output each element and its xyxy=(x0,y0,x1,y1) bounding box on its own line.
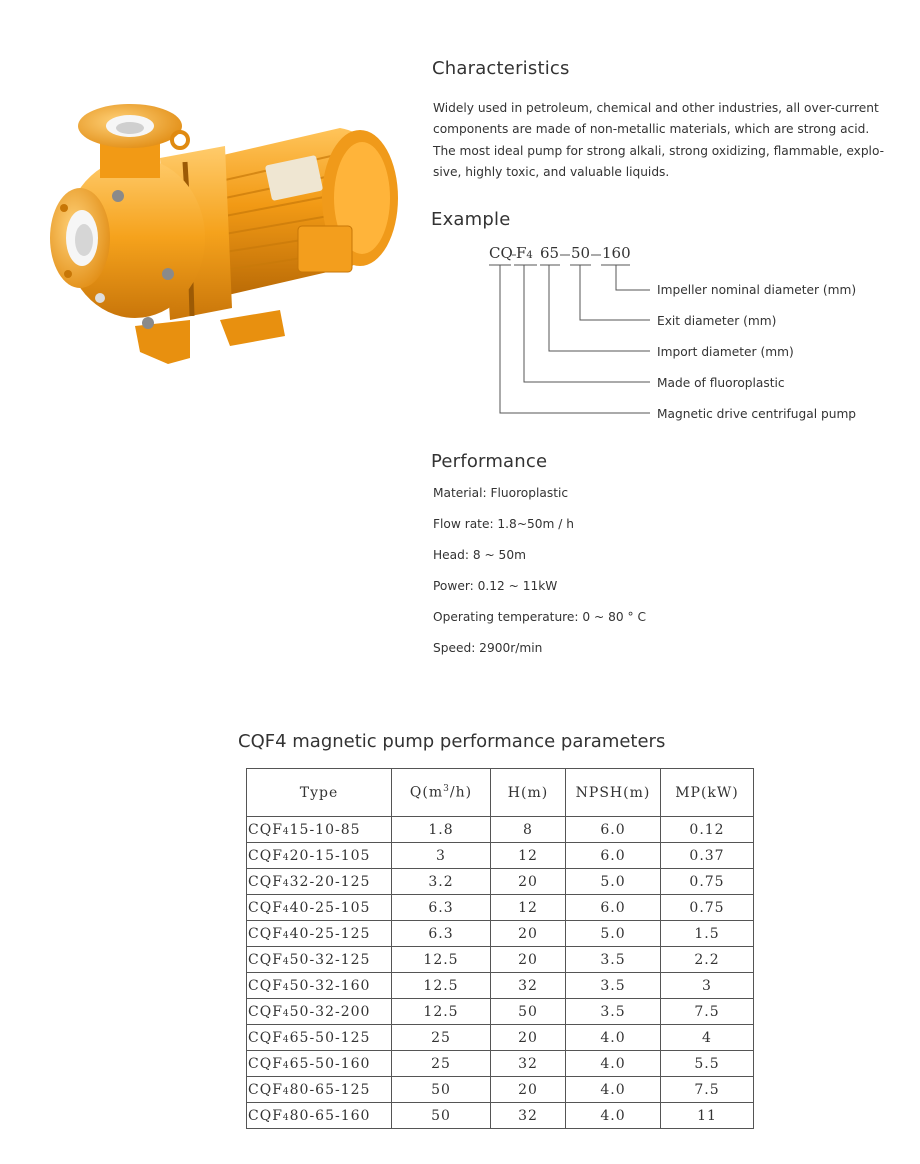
table-row xyxy=(247,1077,754,1103)
cell-type-model: 15-10-85 xyxy=(289,821,361,838)
cell-type-subscript: 4 xyxy=(282,1112,290,1123)
cell-type xyxy=(247,947,392,973)
cell-power: 0.75 xyxy=(661,869,754,895)
header-npsh: NPSH(m) xyxy=(566,769,661,817)
cell-type-subscript: 4 xyxy=(282,878,290,889)
code-num1: 65 xyxy=(540,244,560,262)
cell-head: 32 xyxy=(491,1103,566,1129)
performance-heading: Performance xyxy=(431,451,548,472)
header-power: MP(kW) xyxy=(661,769,754,817)
table-row xyxy=(247,1051,754,1077)
cell-type-subscript: 4 xyxy=(282,1086,290,1097)
cell-type-subscript: 4 xyxy=(282,930,290,941)
cell-type-prefix: CQF xyxy=(248,951,283,968)
cell-type-model: 50-32-200 xyxy=(289,1003,371,1020)
performance-power: Power: 0.12 ~ 11kW xyxy=(433,579,558,593)
cell-type xyxy=(247,817,392,843)
cell-type-model: 40-25-105 xyxy=(289,899,371,916)
cell-type-model: 20-15-105 xyxy=(289,847,371,864)
cell-type-prefix: CQF xyxy=(248,899,283,916)
header-flow-text: Q(m xyxy=(409,784,444,801)
cell-npsh: 5.0 xyxy=(566,921,661,947)
cell-type-prefix: CQF xyxy=(248,873,283,890)
cell-type-model: 40-25-125 xyxy=(289,925,371,942)
cell-type-prefix: CQF xyxy=(248,925,283,942)
cell-npsh: 5.0 xyxy=(566,869,661,895)
table-row xyxy=(247,843,754,869)
cell-head: 32 xyxy=(491,973,566,999)
cell-power: 5.5 xyxy=(661,1051,754,1077)
cell-head: 12 xyxy=(491,843,566,869)
cell-type xyxy=(247,869,392,895)
code-f-subscript: 4 xyxy=(526,250,533,261)
cell-type xyxy=(247,1025,392,1051)
example-label-impeller: Impeller nominal diameter (mm) xyxy=(657,283,857,297)
code-num2: 50 xyxy=(571,244,591,262)
header-flow xyxy=(392,769,491,817)
example-label-import: Import diameter (mm) xyxy=(657,345,794,359)
header-flow-sup: 3 xyxy=(443,784,450,795)
cell-type-subscript: 4 xyxy=(282,904,290,915)
cell-power: 4 xyxy=(661,1025,754,1051)
cell-flow: 25 xyxy=(392,1051,491,1077)
table-row xyxy=(247,817,754,843)
table-row xyxy=(247,895,754,921)
cell-head: 20 xyxy=(491,1077,566,1103)
example-label-pump-type: Magnetic drive centrifugal pump xyxy=(657,407,857,421)
cell-type-prefix: CQF xyxy=(248,1081,283,1098)
characteristics-text: Widely used in petroleum, chemical and other industries, all over-current components are made of non-metallic materials, which are strong acid. The most ideal pump for strong alkali, strong oxidizing, flammable, explo-sive, highly toxic, and valuable liquids. xyxy=(433,101,885,179)
cell-npsh: 3.5 xyxy=(566,947,661,973)
cell-power: 11 xyxy=(661,1103,754,1129)
header-flow-end: /h) xyxy=(449,784,473,801)
example-label-material: Made of fluoroplastic xyxy=(657,376,785,390)
cell-type-prefix: CQF xyxy=(248,977,283,994)
cell-flow: 6.3 xyxy=(392,895,491,921)
characteristics-heading: Characteristics xyxy=(432,58,570,79)
cell-power: 7.5 xyxy=(661,1077,754,1103)
performance-head: Head: 8 ~ 50m xyxy=(433,548,526,562)
cell-type xyxy=(247,895,392,921)
cell-flow: 25 xyxy=(392,1025,491,1051)
cell-type-subscript: 4 xyxy=(282,852,290,863)
cell-head: 20 xyxy=(491,921,566,947)
cell-type-model: 65-50-125 xyxy=(289,1029,371,1046)
cell-type-subscript: 4 xyxy=(282,982,290,993)
example-leader-lines xyxy=(0,0,920,440)
header-head: H(m) xyxy=(491,769,566,817)
cell-head: 20 xyxy=(491,1025,566,1051)
cell-power: 3 xyxy=(661,973,754,999)
example-heading: Example xyxy=(431,209,511,230)
cell-power: 0.12 xyxy=(661,817,754,843)
cell-npsh: 4.0 xyxy=(566,1025,661,1051)
table-row xyxy=(247,1025,754,1051)
cell-flow: 12.5 xyxy=(392,973,491,999)
code-cq: CQ xyxy=(489,244,513,262)
cell-power: 1.5 xyxy=(661,921,754,947)
cell-type-prefix: CQF xyxy=(248,1107,283,1124)
cell-type-prefix: CQF xyxy=(248,1029,283,1046)
cell-npsh: 4.0 xyxy=(566,1077,661,1103)
cell-type xyxy=(247,973,392,999)
cell-head: 32 xyxy=(491,1051,566,1077)
table-row xyxy=(247,1103,754,1129)
cell-type-prefix: CQF xyxy=(248,1055,283,1072)
cell-head: 12 xyxy=(491,895,566,921)
cell-type-subscript: 4 xyxy=(282,1060,290,1071)
cell-flow: 1.8 xyxy=(392,817,491,843)
cell-type-subscript: 4 xyxy=(282,1034,290,1045)
cell-flow: 3.2 xyxy=(392,869,491,895)
cell-power: 2.2 xyxy=(661,947,754,973)
table-title: CQF4 magnetic pump performance parameters xyxy=(238,731,666,752)
cell-flow: 50 xyxy=(392,1077,491,1103)
table-row xyxy=(247,999,754,1025)
cell-type-model: 50-32-125 xyxy=(289,951,371,968)
performance-table xyxy=(246,768,754,1129)
cell-type-model: 50-32-160 xyxy=(289,977,371,994)
cell-npsh: 4.0 xyxy=(566,1103,661,1129)
cell-type xyxy=(247,921,392,947)
cell-type xyxy=(247,1051,392,1077)
cell-npsh: 3.5 xyxy=(566,973,661,999)
cell-type xyxy=(247,843,392,869)
cell-type-model: 80-65-160 xyxy=(289,1107,371,1124)
cell-head: 20 xyxy=(491,947,566,973)
cell-flow: 3 xyxy=(392,843,491,869)
cell-type-subscript: 4 xyxy=(282,1008,290,1019)
cell-type-prefix: CQF xyxy=(248,821,283,838)
cell-power: 0.75 xyxy=(661,895,754,921)
table-row xyxy=(247,869,754,895)
cell-flow: 12.5 xyxy=(392,947,491,973)
cell-type-model: 80-65-125 xyxy=(289,1081,371,1098)
table-row xyxy=(247,947,754,973)
cell-npsh: 6.0 xyxy=(566,895,661,921)
header-type: Type xyxy=(247,769,392,817)
table-row xyxy=(247,921,754,947)
cell-type-subscript: 4 xyxy=(282,956,290,967)
table-header-row xyxy=(247,769,754,817)
cell-head: 50 xyxy=(491,999,566,1025)
code-num3: 160 xyxy=(602,244,631,262)
code-f-letter: F xyxy=(516,244,527,262)
cell-type-prefix: CQF xyxy=(248,847,283,864)
cell-type-subscript: 4 xyxy=(282,826,290,837)
cell-flow: 50 xyxy=(392,1103,491,1129)
table-row xyxy=(247,973,754,999)
performance-speed: Speed: 2900r/min xyxy=(433,641,543,655)
cell-type xyxy=(247,1103,392,1129)
cell-type-model: 32-20-125 xyxy=(289,873,371,890)
cell-type-prefix: CQF xyxy=(248,1003,283,1020)
cell-power: 0.37 xyxy=(661,843,754,869)
cell-type-model: 65-50-160 xyxy=(289,1055,371,1072)
cell-type xyxy=(247,999,392,1025)
cell-head: 20 xyxy=(491,869,566,895)
example-label-exit: Exit diameter (mm) xyxy=(657,314,777,328)
cell-head: 8 xyxy=(491,817,566,843)
performance-temperature: Operating temperature: 0 ~ 80 ° C xyxy=(433,610,646,624)
cell-power: 7.5 xyxy=(661,999,754,1025)
cell-npsh: 3.5 xyxy=(566,999,661,1025)
cell-flow: 12.5 xyxy=(392,999,491,1025)
cell-npsh: 6.0 xyxy=(566,817,661,843)
cell-npsh: 4.0 xyxy=(566,1051,661,1077)
cell-flow: 6.3 xyxy=(392,921,491,947)
performance-flow-rate: Flow rate: 1.8~50m / h xyxy=(433,517,574,531)
cell-type xyxy=(247,1077,392,1103)
performance-material: Material: Fluoroplastic xyxy=(433,486,569,500)
cell-npsh: 6.0 xyxy=(566,843,661,869)
